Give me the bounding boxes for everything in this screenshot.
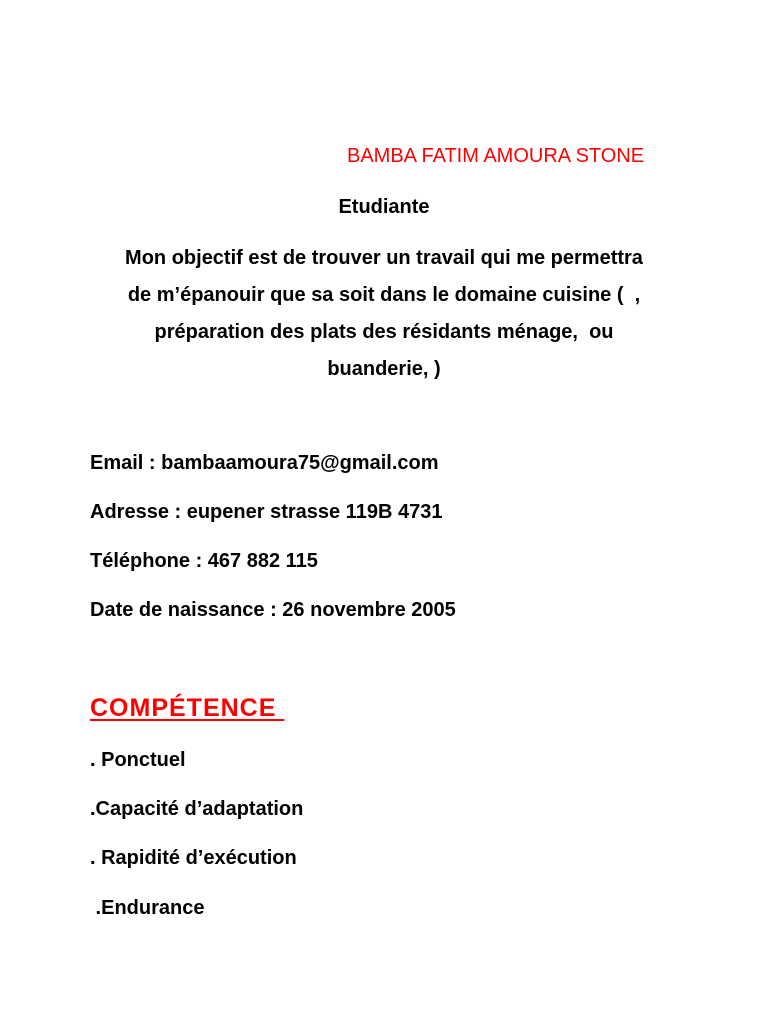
objective-line: de m’épanouir que sa soit dans le domaine cuisine ( , xyxy=(127,284,641,306)
contact-email: Email : bambaamoura75@gmail.com xyxy=(90,452,439,474)
skill-item: . Ponctuel xyxy=(90,749,186,771)
skill-item: . Rapidité d’exécution xyxy=(90,847,297,869)
candidate-role: Etudiante xyxy=(338,196,430,218)
objective-paragraph xyxy=(80,240,688,388)
contact-address: Adresse : eupener strasse 119B 4731 xyxy=(90,501,443,523)
contact-birthdate: Date de naissance : 26 novembre 2005 xyxy=(90,599,456,621)
skills-section-title: COMPÉTENCE xyxy=(90,694,285,722)
objective-line: préparation des plats des résidants ménage, ou xyxy=(154,321,614,343)
objective-line: buanderie, ) xyxy=(327,358,441,380)
skill-item: .Endurance xyxy=(90,897,205,919)
candidate-name: BAMBA FATIM AMOURA STONE xyxy=(347,145,645,167)
skill-item: .Capacité d’adaptation xyxy=(90,798,304,820)
contact-phone: Téléphone : 467 882 115 xyxy=(90,550,318,572)
objective-line: Mon objectif est de trouver un travail qui me permettra xyxy=(125,247,643,269)
